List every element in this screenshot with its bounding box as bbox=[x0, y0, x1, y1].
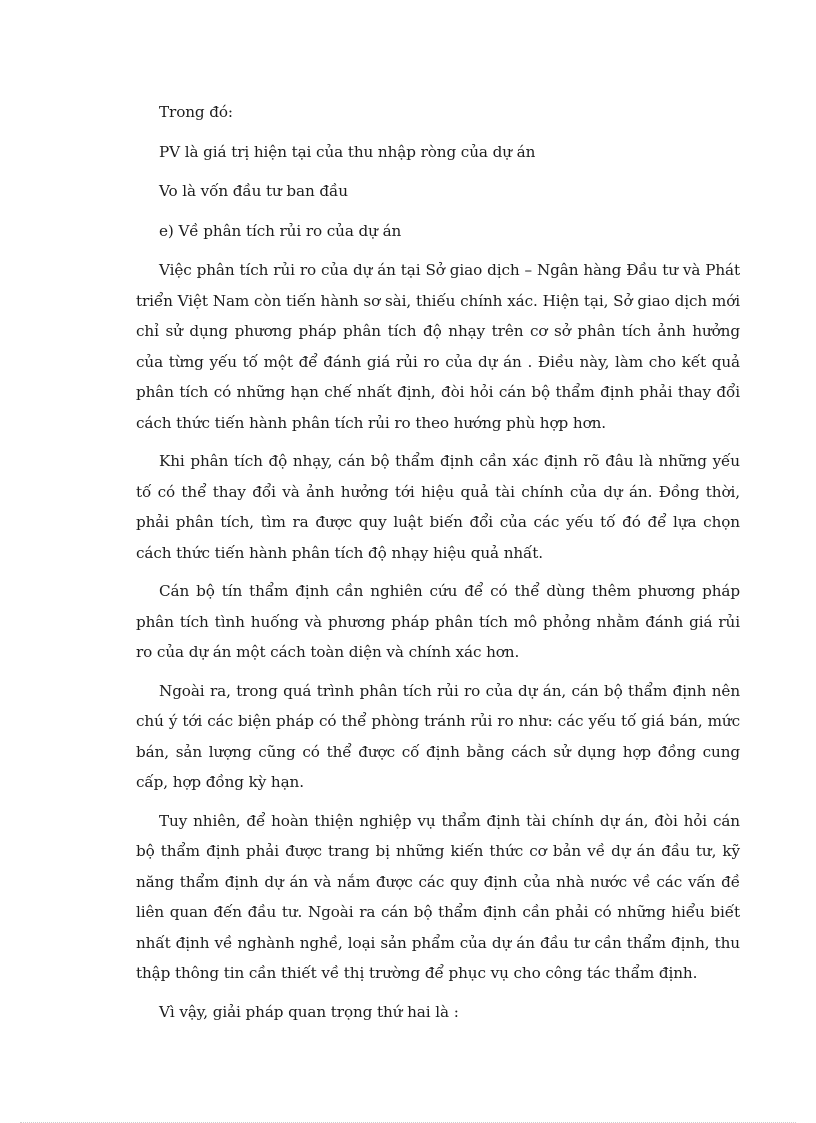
paragraph-sensitivity-analysis: Khi phân tích độ nhạy, cán bộ thẩm định cần xác định rõ đâu là những yếu tố có thể thay đổi và ảnh hưởng tới hiệu quả tài chính của dự án. Đồng thời, phải phân tích, tìm ra được quy luật biến đổi của các yếu tố đó để lựa chọn cách thức tiến hành phân tích độ nhạy hiệu quả nhất. bbox=[136, 452, 740, 562]
document-body bbox=[136, 97, 740, 1027]
paragraph-staff-knowledge: Tuy nhiên, để hoàn thiện nghiệp vụ thẩm định tài chính dự án, đòi hỏi cán bộ thẩm định phải được trang bị những kiến thức cơ bản về dự án đầu tư, kỹ năng thẩm định dự án và nắm được các quy định của nhà nước về các vấn đề liên quan đến đầu tư. Ngoài ra cán bộ thẩm định cần phải có những hiểu biết nhất định về nghành nghề, loại sản phẩm của dự án đầu tư cần thẩm định, thu thập thông tin cần thiết về thị trường để phục vụ cho công tác thẩm định. bbox=[136, 811, 740, 982]
section-heading-risk-analysis: e) Về phân tích rủi ro của dự án bbox=[159, 221, 402, 240]
paragraph-risk-prevention: Ngoài ra, trong quá trình phân tích rủi ro của dự án, cán bộ thẩm định nên chú ý tới các biện pháp có thể phòng tránh rủi ro như: các yếu tố giá bán, mức bán, sản lượng cũng có thể được cố định bằng cách sử dụng hợp đồng cung cấp, hợp đồng kỳ hạn. bbox=[136, 681, 740, 791]
intro-line-trong-do: Trong đó: bbox=[159, 103, 233, 121]
paragraph-scenario-simulation: Cán bộ tín thẩm định cần nghiên cứu để có thể dùng thêm phương pháp phân tích tình huống và phương pháp phân tích mô phỏng nhằm đánh giá rủi ro của dự án một cách toàn diện và chính xác hơn. bbox=[136, 582, 740, 661]
intro-line-pv-definition: PV là giá trị hiện tại của thu nhập ròng của dự án bbox=[159, 142, 536, 161]
closing-line: Vì vậy, giải pháp quan trọng thứ hai là : bbox=[159, 1002, 459, 1021]
paragraph-risk-analysis-current: Việc phân tích rủi ro của dự án tại Sở giao dịch – Ngân hàng Đầu tư và Phát triển Việt Nam còn tiến hành sơ sài, thiếu chính xác. Hiện tại, Sở giao dịch mới chỉ sử dụng phương pháp phân tích độ nhạy trên cơ sở phân tích ảnh hưởng của từng yếu tố một để đánh giá rủi ro của dự án . Điều này, làm cho kết quả phân tích có những hạn chế nhất định, đòi hỏi cán bộ thẩm định phải thay đổi cách thức tiến hành phân tích rủi ro theo hướng phù hợp hơn. bbox=[136, 261, 740, 432]
intro-line-vo-definition: Vo là vốn đầu tư ban đầu bbox=[159, 182, 348, 200]
